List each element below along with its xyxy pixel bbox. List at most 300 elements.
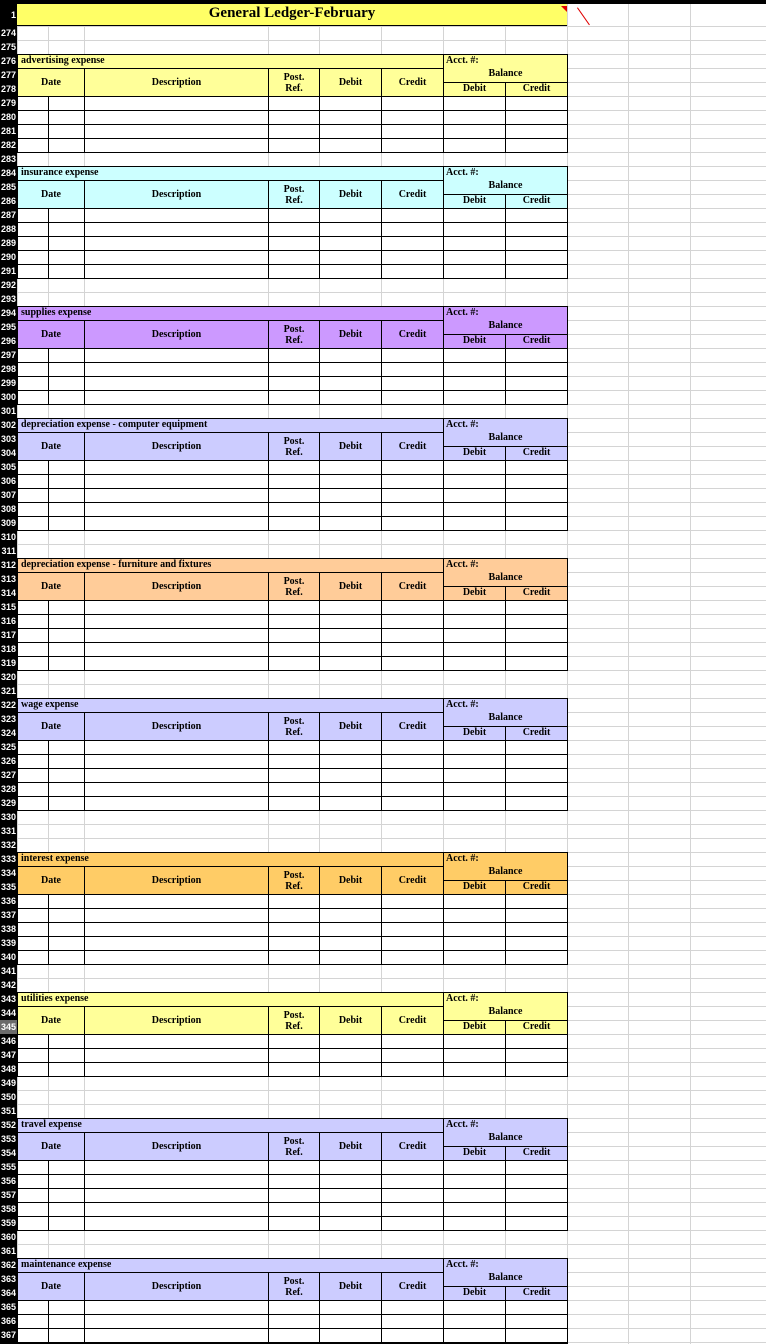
entry-description-cell[interactable] [84,1034,269,1049]
balance-header[interactable]: Balance [443,1132,568,1146]
entry-credit-cell[interactable] [381,376,444,391]
post-ref-column-header[interactable]: Post. Ref. [268,1272,320,1301]
debit-column-header[interactable]: Debit [319,320,382,349]
entry-credit-cell[interactable] [381,950,444,965]
entry-description-cell[interactable] [84,1328,269,1343]
entry-debit-cell[interactable] [319,600,382,615]
entry-credit-cell[interactable] [381,488,444,503]
post-ref-column-header[interactable]: Post. Ref. [268,180,320,209]
entry-date-day-cell[interactable] [48,390,85,405]
row-header[interactable]: 298 [0,364,16,374]
entry-credit-cell[interactable] [381,628,444,643]
row-header[interactable]: 311 [1,546,16,556]
entry-date-day-cell[interactable] [48,1048,85,1063]
entry-credit-cell[interactable] [381,390,444,405]
row-header[interactable]: 279 [0,98,16,108]
entry-description-cell[interactable] [84,922,269,937]
entry-date-day-cell[interactable] [48,950,85,965]
row-header[interactable]: 331 [0,826,16,836]
entry-date-day-cell[interactable] [48,600,85,615]
entry-credit-cell[interactable] [381,908,444,923]
debit-column-header[interactable]: Debit [319,1132,382,1161]
entry-balance-credit-cell[interactable] [505,1062,568,1077]
debit-column-header[interactable]: Debit [319,572,382,601]
entry-date-month-cell[interactable] [17,1202,49,1217]
entry-date-day-cell[interactable] [48,208,85,223]
entry-date-day-cell[interactable] [48,908,85,923]
date-column-header[interactable]: Date [17,68,85,97]
entry-credit-cell[interactable] [381,1314,444,1329]
balance-credit-header[interactable]: Credit [505,334,568,349]
entry-balance-debit-cell[interactable] [443,1174,506,1189]
date-column-header[interactable]: Date [17,1006,85,1035]
entry-debit-cell[interactable] [319,362,382,377]
entry-debit-cell[interactable] [319,922,382,937]
row-header[interactable]: 357 [0,1190,16,1200]
credit-column-header[interactable]: Credit [381,866,444,895]
entry-balance-debit-cell[interactable] [443,1328,506,1343]
row-header[interactable]: 276 [0,56,16,66]
row-header[interactable]: 344 [0,1008,16,1018]
drawn-line-shape[interactable] [577,7,590,25]
date-column-header[interactable]: Date [17,712,85,741]
debit-column-header[interactable]: Debit [319,866,382,895]
entry-date-month-cell[interactable] [17,628,49,643]
entry-description-cell[interactable] [84,614,269,629]
account-number-label[interactable]: Acct. #: [443,992,568,1007]
entry-balance-credit-cell[interactable] [505,1300,568,1315]
row-header[interactable]: 361 [0,1246,16,1256]
entry-debit-cell[interactable] [319,768,382,783]
entry-post-ref-cell[interactable] [268,600,320,615]
entry-post-ref-cell[interactable] [268,96,320,111]
entry-balance-debit-cell[interactable] [443,1188,506,1203]
entry-post-ref-cell[interactable] [268,110,320,125]
row-header[interactable]: 274 [0,28,16,38]
row-header[interactable]: 277 [0,70,16,80]
date-column-header[interactable]: Date [17,866,85,895]
entry-balance-debit-cell[interactable] [443,376,506,391]
entry-debit-cell[interactable] [319,796,382,811]
row-header[interactable]: 358 [0,1204,16,1214]
row-header[interactable]: 317 [0,630,16,640]
row-header[interactable]: 295 [0,322,16,332]
entry-debit-cell[interactable] [319,642,382,657]
entry-description-cell[interactable] [84,1202,269,1217]
entry-debit-cell[interactable] [319,754,382,769]
row-header[interactable]: 288 [0,224,16,234]
entry-balance-credit-cell[interactable] [505,488,568,503]
entry-credit-cell[interactable] [381,642,444,657]
row-header[interactable]: 342 [0,980,16,990]
entry-date-day-cell[interactable] [48,264,85,279]
entry-balance-debit-cell[interactable] [443,488,506,503]
row-header[interactable]: 291 [0,266,16,276]
balance-header[interactable]: Balance [443,866,568,880]
entry-balance-credit-cell[interactable] [505,894,568,909]
entry-post-ref-cell[interactable] [268,348,320,363]
row-header[interactable]: 355 [0,1162,16,1172]
entry-balance-debit-cell[interactable] [443,502,506,517]
entry-balance-debit-cell[interactable] [443,1314,506,1329]
post-ref-column-header[interactable]: Post. Ref. [268,712,320,741]
entry-date-day-cell[interactable] [48,740,85,755]
entry-credit-cell[interactable] [381,264,444,279]
credit-column-header[interactable]: Credit [381,68,444,97]
entry-date-month-cell[interactable] [17,516,49,531]
entry-balance-credit-cell[interactable] [505,222,568,237]
row-header[interactable]: 308 [0,504,16,514]
description-column-header[interactable]: Description [84,712,269,741]
entry-credit-cell[interactable] [381,362,444,377]
account-name[interactable]: travel expense [17,1118,444,1133]
entry-date-day-cell[interactable] [48,894,85,909]
entry-date-day-cell[interactable] [48,1174,85,1189]
row-header[interactable]: 313 [0,574,16,584]
entry-credit-cell[interactable] [381,1048,444,1063]
row-header[interactable]: 284 [0,168,16,178]
entry-credit-cell[interactable] [381,754,444,769]
description-column-header[interactable]: Description [84,432,269,461]
entry-balance-credit-cell[interactable] [505,264,568,279]
debit-column-header[interactable]: Debit [319,712,382,741]
row-header[interactable]: 363 [0,1274,16,1284]
entry-date-day-cell[interactable] [48,1300,85,1315]
entry-balance-credit-cell[interactable] [505,656,568,671]
entry-date-day-cell[interactable] [48,250,85,265]
entry-date-day-cell[interactable] [48,642,85,657]
row-header[interactable]: 323 [0,714,16,724]
row-header[interactable]: 348 [0,1064,16,1074]
row-header[interactable]: 283 [0,154,16,164]
entry-description-cell[interactable] [84,264,269,279]
row-header[interactable]: 286 [0,196,16,206]
entry-debit-cell[interactable] [319,1062,382,1077]
row-header[interactable]: 282 [0,140,16,150]
entry-balance-debit-cell[interactable] [443,950,506,965]
entry-post-ref-cell[interactable] [268,390,320,405]
entry-post-ref-cell[interactable] [268,1216,320,1231]
row-header[interactable]: 297 [0,350,16,360]
entry-description-cell[interactable] [84,1314,269,1329]
entry-credit-cell[interactable] [381,1216,444,1231]
account-number-label[interactable]: Acct. #: [443,1258,568,1273]
entry-credit-cell[interactable] [381,1062,444,1077]
row-header[interactable]: 345 [0,1022,16,1032]
entry-balance-debit-cell[interactable] [443,740,506,755]
entry-post-ref-cell[interactable] [268,642,320,657]
row-header[interactable]: 356 [0,1176,16,1186]
description-column-header[interactable]: Description [84,572,269,601]
row-header[interactable]: 321 [0,686,16,696]
entry-debit-cell[interactable] [319,138,382,153]
entry-description-cell[interactable] [84,1174,269,1189]
entry-balance-credit-cell[interactable] [505,754,568,769]
row-header[interactable]: 325 [0,742,16,752]
entry-balance-debit-cell[interactable] [443,754,506,769]
account-number-label[interactable]: Acct. #: [443,1118,568,1133]
entry-balance-credit-cell[interactable] [505,1328,568,1343]
entry-balance-debit-cell[interactable] [443,208,506,223]
entry-date-day-cell[interactable] [48,782,85,797]
row-header[interactable]: 340 [0,952,16,962]
row-header[interactable]: 339 [0,938,16,948]
entry-post-ref-cell[interactable] [268,138,320,153]
entry-date-month-cell[interactable] [17,502,49,517]
balance-header[interactable]: Balance [443,1006,568,1020]
entry-date-day-cell[interactable] [48,922,85,937]
entry-balance-credit-cell[interactable] [505,796,568,811]
entry-date-day-cell[interactable] [48,96,85,111]
entry-debit-cell[interactable] [319,516,382,531]
account-number-label[interactable]: Acct. #: [443,418,568,433]
entry-balance-debit-cell[interactable] [443,110,506,125]
entry-balance-credit-cell[interactable] [505,1188,568,1203]
entry-debit-cell[interactable] [319,1202,382,1217]
entry-date-month-cell[interactable] [17,110,49,125]
entry-credit-cell[interactable] [381,208,444,223]
credit-column-header[interactable]: Credit [381,1006,444,1035]
row-header[interactable]: 307 [0,490,16,500]
entry-debit-cell[interactable] [319,908,382,923]
entry-date-month-cell[interactable] [17,474,49,489]
balance-header[interactable]: Balance [443,1272,568,1286]
row-header[interactable]: 336 [0,896,16,906]
description-column-header[interactable]: Description [84,180,269,209]
entry-description-cell[interactable] [84,796,269,811]
entry-debit-cell[interactable] [319,502,382,517]
balance-header[interactable]: Balance [443,68,568,82]
row-header[interactable]: 352 [0,1120,16,1130]
entry-date-day-cell[interactable] [48,1188,85,1203]
balance-debit-header[interactable]: Debit [443,1146,506,1161]
row-header[interactable]: 281 [0,126,16,136]
row-header[interactable]: 287 [0,210,16,220]
entry-balance-credit-cell[interactable] [505,376,568,391]
account-name[interactable]: wage expense [17,698,444,713]
entry-post-ref-cell[interactable] [268,250,320,265]
entry-balance-credit-cell[interactable] [505,908,568,923]
entry-balance-credit-cell[interactable] [505,1160,568,1175]
entry-credit-cell[interactable] [381,936,444,951]
entry-balance-credit-cell[interactable] [505,1216,568,1231]
entry-credit-cell[interactable] [381,600,444,615]
row-header[interactable]: 343 [0,994,16,1004]
balance-credit-header[interactable]: Credit [505,1146,568,1161]
entry-credit-cell[interactable] [381,138,444,153]
entry-post-ref-cell[interactable] [268,222,320,237]
entry-credit-cell[interactable] [381,1174,444,1189]
row-header[interactable]: 335 [0,882,16,892]
entry-date-month-cell[interactable] [17,922,49,937]
entry-date-month-cell[interactable] [17,1174,49,1189]
entry-balance-debit-cell[interactable] [443,642,506,657]
entry-date-month-cell[interactable] [17,754,49,769]
row-header[interactable]: 328 [0,784,16,794]
balance-credit-header[interactable]: Credit [505,1286,568,1301]
balance-credit-header[interactable]: Credit [505,726,568,741]
balance-credit-header[interactable]: Credit [505,586,568,601]
entry-credit-cell[interactable] [381,124,444,139]
entry-date-day-cell[interactable] [48,222,85,237]
account-name[interactable]: interest expense [17,852,444,867]
entry-post-ref-cell[interactable] [268,488,320,503]
date-column-header[interactable]: Date [17,1272,85,1301]
entry-balance-debit-cell[interactable] [443,600,506,615]
row-header[interactable]: 341 [0,966,16,976]
description-column-header[interactable]: Description [84,320,269,349]
entry-post-ref-cell[interactable] [268,236,320,251]
entry-balance-debit-cell[interactable] [443,460,506,475]
post-ref-column-header[interactable]: Post. Ref. [268,1132,320,1161]
entry-description-cell[interactable] [84,250,269,265]
entry-date-month-cell[interactable] [17,1062,49,1077]
entry-credit-cell[interactable] [381,516,444,531]
debit-column-header[interactable]: Debit [319,432,382,461]
entry-credit-cell[interactable] [381,348,444,363]
entry-date-month-cell[interactable] [17,1048,49,1063]
entry-post-ref-cell[interactable] [268,754,320,769]
entry-description-cell[interactable] [84,110,269,125]
entry-post-ref-cell[interactable] [268,1034,320,1049]
entry-description-cell[interactable] [84,628,269,643]
row-header[interactable]: 365 [0,1302,16,1312]
entry-credit-cell[interactable] [381,222,444,237]
balance-header[interactable]: Balance [443,180,568,194]
row-header[interactable]: 305 [0,462,16,472]
row-header[interactable]: 292 [0,280,16,290]
entry-date-day-cell[interactable] [48,362,85,377]
entry-description-cell[interactable] [84,222,269,237]
entry-debit-cell[interactable] [319,656,382,671]
entry-balance-credit-cell[interactable] [505,782,568,797]
balance-header[interactable]: Balance [443,712,568,726]
balance-debit-header[interactable]: Debit [443,880,506,895]
entry-debit-cell[interactable] [319,1188,382,1203]
entry-debit-cell[interactable] [319,348,382,363]
entry-balance-debit-cell[interactable] [443,908,506,923]
balance-debit-header[interactable]: Debit [443,726,506,741]
credit-column-header[interactable]: Credit [381,572,444,601]
row-header[interactable]: 296 [0,336,16,346]
entry-debit-cell[interactable] [319,96,382,111]
entry-debit-cell[interactable] [319,390,382,405]
entry-balance-credit-cell[interactable] [505,950,568,965]
entry-date-day-cell[interactable] [48,768,85,783]
date-column-header[interactable]: Date [17,1132,85,1161]
entry-balance-debit-cell[interactable] [443,628,506,643]
row-header[interactable]: 334 [0,868,16,878]
account-number-label[interactable]: Acct. #: [443,698,568,713]
entry-date-month-cell[interactable] [17,264,49,279]
entry-date-day-cell[interactable] [48,1160,85,1175]
entry-debit-cell[interactable] [319,488,382,503]
row-header[interactable]: 330 [0,812,16,822]
entry-balance-credit-cell[interactable] [505,600,568,615]
row-header[interactable]: 300 [0,392,16,402]
entry-date-day-cell[interactable] [48,110,85,125]
entry-date-month-cell[interactable] [17,348,49,363]
entry-balance-debit-cell[interactable] [443,796,506,811]
balance-header[interactable]: Balance [443,572,568,586]
row-header[interactable]: 349 [0,1078,16,1088]
entry-description-cell[interactable] [84,208,269,223]
entry-post-ref-cell[interactable] [268,922,320,937]
row-header[interactable]: 337 [0,910,16,920]
row-header[interactable]: 333 [0,854,16,864]
entry-credit-cell[interactable] [381,474,444,489]
entry-balance-credit-cell[interactable] [505,138,568,153]
account-number-label[interactable]: Acct. #: [443,166,568,181]
entry-balance-debit-cell[interactable] [443,1062,506,1077]
row-header[interactable]: 346 [0,1036,16,1046]
entry-balance-credit-cell[interactable] [505,642,568,657]
entry-balance-debit-cell[interactable] [443,362,506,377]
entry-description-cell[interactable] [84,754,269,769]
entry-post-ref-cell[interactable] [268,460,320,475]
entry-date-day-cell[interactable] [48,656,85,671]
entry-credit-cell[interactable] [381,768,444,783]
post-ref-column-header[interactable]: Post. Ref. [268,320,320,349]
entry-post-ref-cell[interactable] [268,894,320,909]
row-header[interactable]: 360 [0,1232,16,1242]
entry-description-cell[interactable] [84,474,269,489]
row-header[interactable]: 309 [0,518,16,528]
balance-credit-header[interactable]: Credit [505,446,568,461]
entry-balance-credit-cell[interactable] [505,208,568,223]
entry-balance-credit-cell[interactable] [505,460,568,475]
entry-debit-cell[interactable] [319,460,382,475]
description-column-header[interactable]: Description [84,866,269,895]
date-column-header[interactable]: Date [17,320,85,349]
entry-post-ref-cell[interactable] [268,264,320,279]
entry-balance-debit-cell[interactable] [443,96,506,111]
entry-date-month-cell[interactable] [17,936,49,951]
entry-post-ref-cell[interactable] [268,740,320,755]
entry-balance-credit-cell[interactable] [505,1174,568,1189]
entry-date-month-cell[interactable] [17,614,49,629]
entry-credit-cell[interactable] [381,250,444,265]
row-header[interactable]: 338 [0,924,16,934]
entry-balance-debit-cell[interactable] [443,768,506,783]
date-column-header[interactable]: Date [17,572,85,601]
entry-date-day-cell[interactable] [48,754,85,769]
entry-balance-debit-cell[interactable] [443,1160,506,1175]
entry-description-cell[interactable] [84,124,269,139]
entry-balance-debit-cell[interactable] [443,1034,506,1049]
description-column-header[interactable]: Description [84,1006,269,1035]
entry-credit-cell[interactable] [381,894,444,909]
entry-credit-cell[interactable] [381,796,444,811]
row-header[interactable]: 275 [0,42,16,52]
entry-post-ref-cell[interactable] [268,1314,320,1329]
entry-date-month-cell[interactable] [17,488,49,503]
entry-credit-cell[interactable] [381,236,444,251]
post-ref-column-header[interactable]: Post. Ref. [268,68,320,97]
row-header[interactable]: 322 [0,700,16,710]
entry-date-month-cell[interactable] [17,1300,49,1315]
entry-date-day-cell[interactable] [48,460,85,475]
balance-header[interactable]: Balance [443,320,568,334]
entry-balance-debit-cell[interactable] [443,264,506,279]
entry-debit-cell[interactable] [319,1300,382,1315]
debit-column-header[interactable]: Debit [319,1272,382,1301]
credit-column-header[interactable]: Credit [381,1272,444,1301]
entry-debit-cell[interactable] [319,208,382,223]
row-header[interactable]: 353 [0,1134,16,1144]
entry-credit-cell[interactable] [381,656,444,671]
entry-description-cell[interactable] [84,1062,269,1077]
